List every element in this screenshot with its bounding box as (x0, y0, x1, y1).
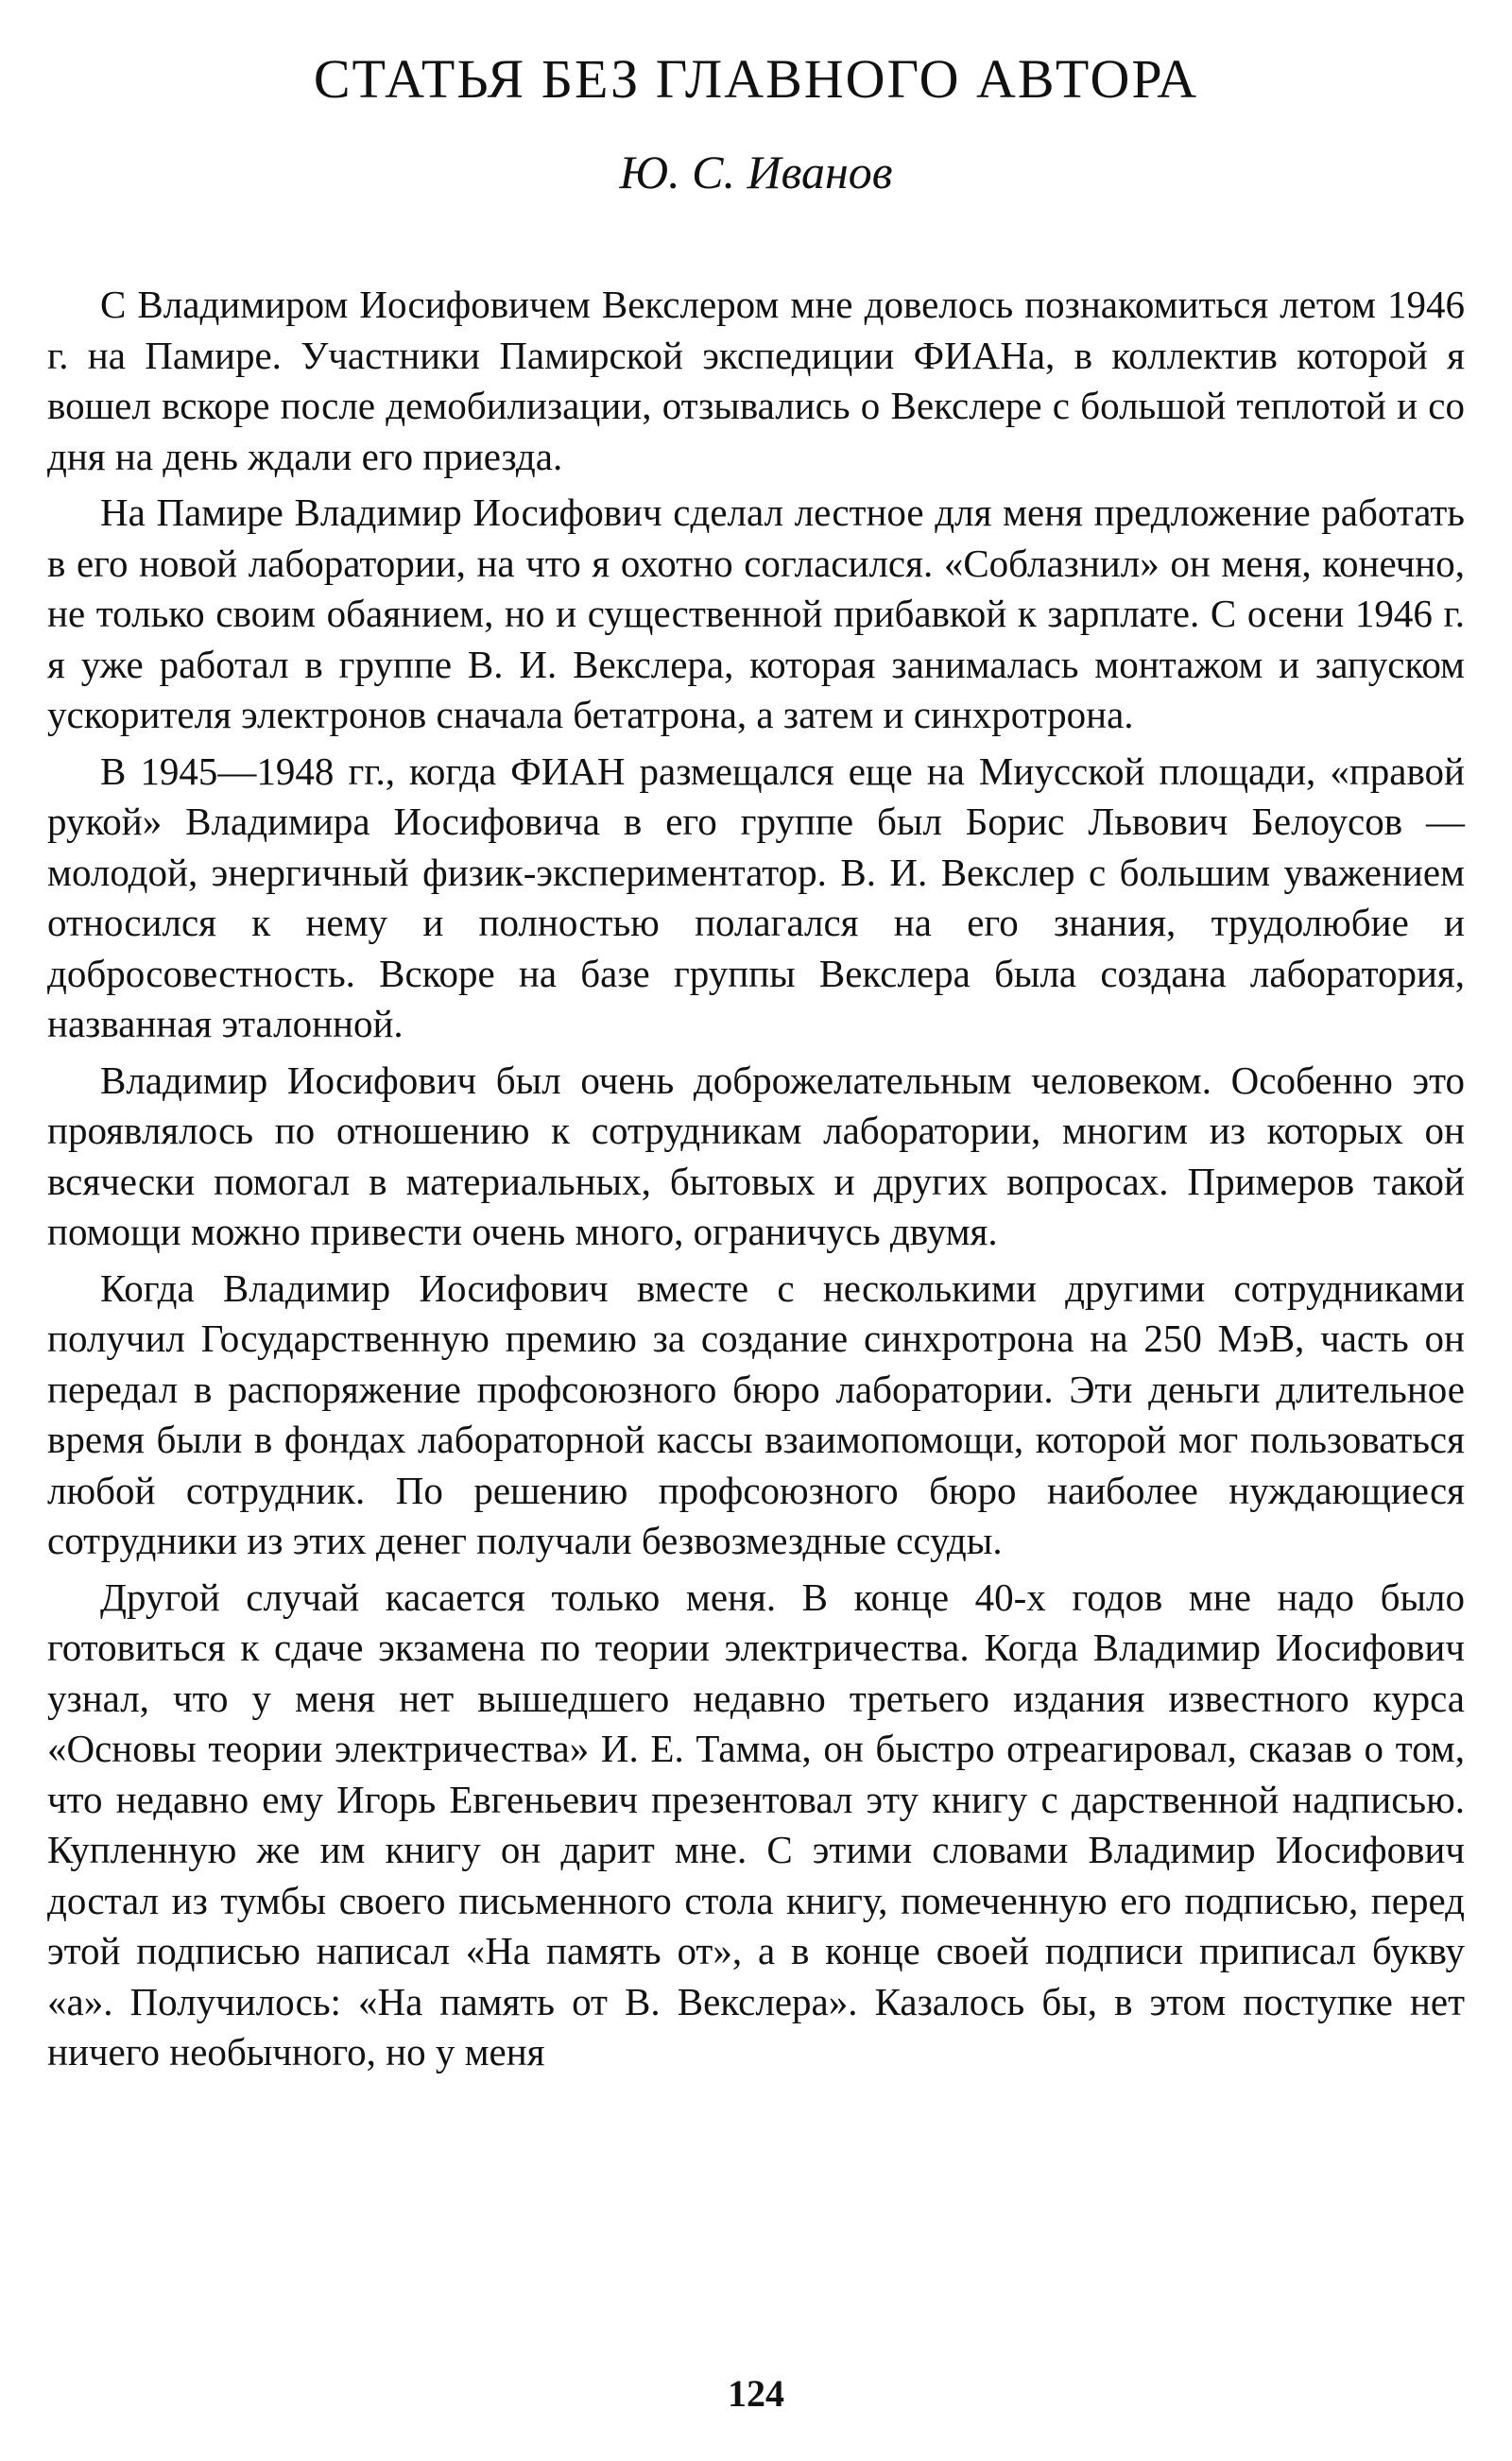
article-body (47, 280, 1465, 2078)
page-number: 124 (728, 2372, 784, 2415)
paragraph: Другой случай касается только меня. В конце 40-х годов мне надо было готовиться к сдаче экзамена по теории электричества. Когда Владимир Иосифович узнал, что у меня нет вышедшего недавно третьего издания известного курса «Основы теории электричества» И. Е. Тамма, он быстро отреагировал, сказав о том, что недавно ему Игорь Евгеньевич презентовал эту книгу с дарственной надписью. Купленную же им книгу он дарит мне. С этими словами Владимир Иосифович достал из тумбы своего письменного стола книгу, помеченную его подписью, перед этой подписью написал «На память от», а в конце своей подписи приписал букву «а». Получилось: «На память от В. Векслера». Казалось бы, в этом поступке нет ничего необычного, но у меня (47, 1575, 1465, 2074)
paragraph: С Владимиром Иосифовичем Векслером мне довелось познакомиться летом 1946 г. на Памире. Участники Памирской экспедиции ФИАНа, в коллектив которой я вошел вскоре после демобилизации, отзывались о Векслере с большой теплотой и со дня на день ждали его приезда. (47, 283, 1465, 478)
article-title: СТАТЬЯ БЕЗ ГЛАВНОГО АВТОРА (313, 48, 1199, 110)
paragraph: Когда Владимир Иосифович вместе с несколькими другими сотрудниками получил Государственную премию за создание синхротрона на 250 МэВ, часть он передал в распоряжение профсоюзного бюро лаборатории. Эти деньги длительное время были в фондах лабораторной кассы взаимопомощи, которой мог пользоваться любой сотрудник. По решению профсоюзного бюро наиболее нуждающиеся сотрудники из этих денег получали безвозмездные ссуды. (47, 1265, 1465, 1562)
paragraph: Владимир Иосифович был очень доброжелательным человеком. Особенно это проявлялось по отношению к сотрудникам лаборатории, многим из которых он всячески помогал в материальных, бытовых и других вопросах. Примеров такой помощи можно привести очень много, ограничусь двумя. (47, 1058, 1465, 1253)
paragraph: В 1945—1948 гг., когда ФИАН размещался еще на Миусской площади, «правой рукой» Владимира Иосифовича в его группе был Борис Львович Белоусов — молодой, энергичный физик-экспериментатор. В. И. Векслер с большим уважением относился к нему и полностью полагался на его знания, трудолюбие и добросовестность. Вскоре на базе группы Векслера была создана лаборатория, названная эталонной. (47, 749, 1465, 1045)
article-author: Ю. С. Иванов (619, 146, 893, 198)
paragraph: На Памире Владимир Иосифович сделал лестное для меня предложение работать в его новой лаборатории, на что я охотно согласился. «Соблазнил» он меня, конечно, не только своим обаянием, но и существенной прибавкой к зарплате. С осени 1946 г. я уже работал в группе В. И. Векслера, которая занималась монтажом и запуском ускорителя электронов сначала бетатрона, а затем и синхротрона. (47, 490, 1465, 736)
